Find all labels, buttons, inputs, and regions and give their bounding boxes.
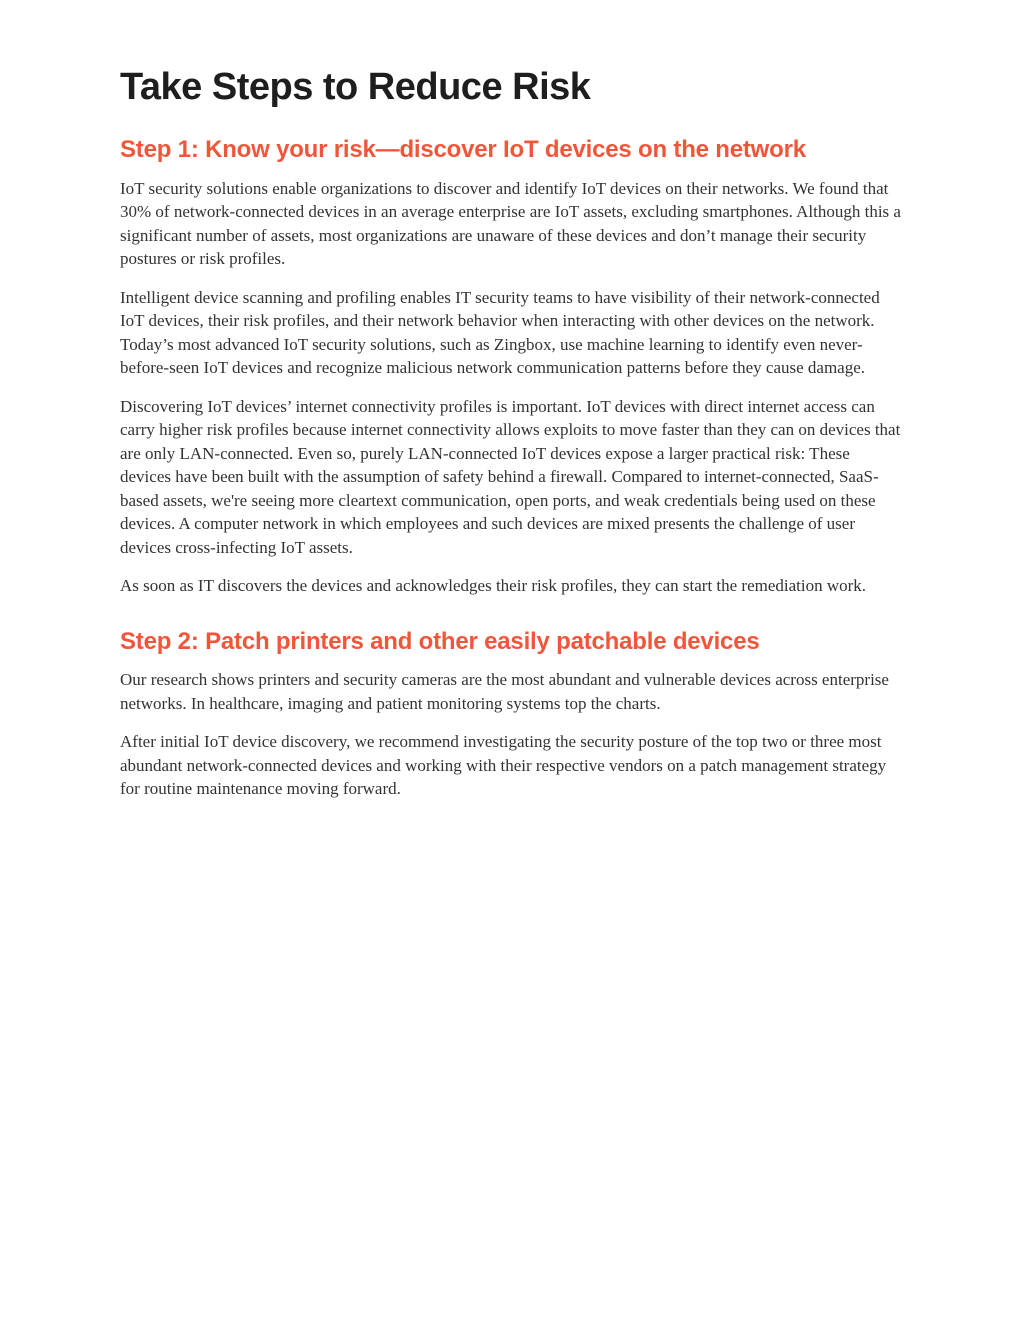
- step-1-heading: Step 1: Know your risk—discover IoT devices on the network: [120, 135, 806, 163]
- document-content: [120, 66, 902, 801]
- page-title: Take Steps to Reduce Risk: [120, 66, 591, 108]
- step-1-paragraph-3: Discovering IoT devices’ internet connectivity profiles is important. IoT devices with direct internet access can carry higher risk profiles because internet connectivity allows exploits to move faster than they can on devices that are only LAN-connected. Even so, purely LAN-connected IoT devices expose a larger practical risk: These devices have been built with the assumption of safety behind a firewall. Compared to internet-connected, SaaS-based assets, we're seeing more cleartext communication, open ports, and weak credentials being used on these devices. A computer network in which employees and such devices are mixed presents the challenge of user devices cross-infecting IoT assets.: [120, 396, 901, 557]
- step-2-paragraph-2: After initial IoT device discovery, we recommend investigating the security posture of the top two or three most abundant network-connected devices and working with their respective vendors on a patch management strategy for routine maintenance moving forward.: [120, 732, 887, 799]
- section-step-1: [120, 137, 902, 598]
- step-2-heading: Step 2: Patch printers and other easily patchable devices: [120, 627, 760, 655]
- step-2-paragraph-1: Our research shows printers and security cameras are the most abundant and vulnerable devices across enterprise networks. In healthcare, imaging and patient monitoring systems top the charts.: [120, 670, 889, 713]
- step-1-paragraph-2: Intelligent device scanning and profiling enables IT security teams to have visibility of their network-connected IoT devices, their risk profiles, and their network behavior when interacting with other devices on the network. Today’s most advanced IoT security solutions, such as Zingbox, use machine learning to identify even never-before-seen IoT devices and recognize malicious network communication patterns before they cause damage.: [120, 287, 880, 378]
- step-1-paragraph-1: IoT security solutions enable organizations to discover and identify IoT devices on their networks. We found that 30% of network-connected devices in an average enterprise are IoT assets, excluding smartphones. Although this a significant number of assets, most organizations are unaware of these devices and don’t manage their security postures or risk profiles.: [120, 178, 901, 269]
- section-step-2: [120, 629, 902, 801]
- step-1-paragraph-4: As soon as IT discovers the devices and acknowledges their risk profiles, they can start the remediation work.: [120, 576, 867, 596]
